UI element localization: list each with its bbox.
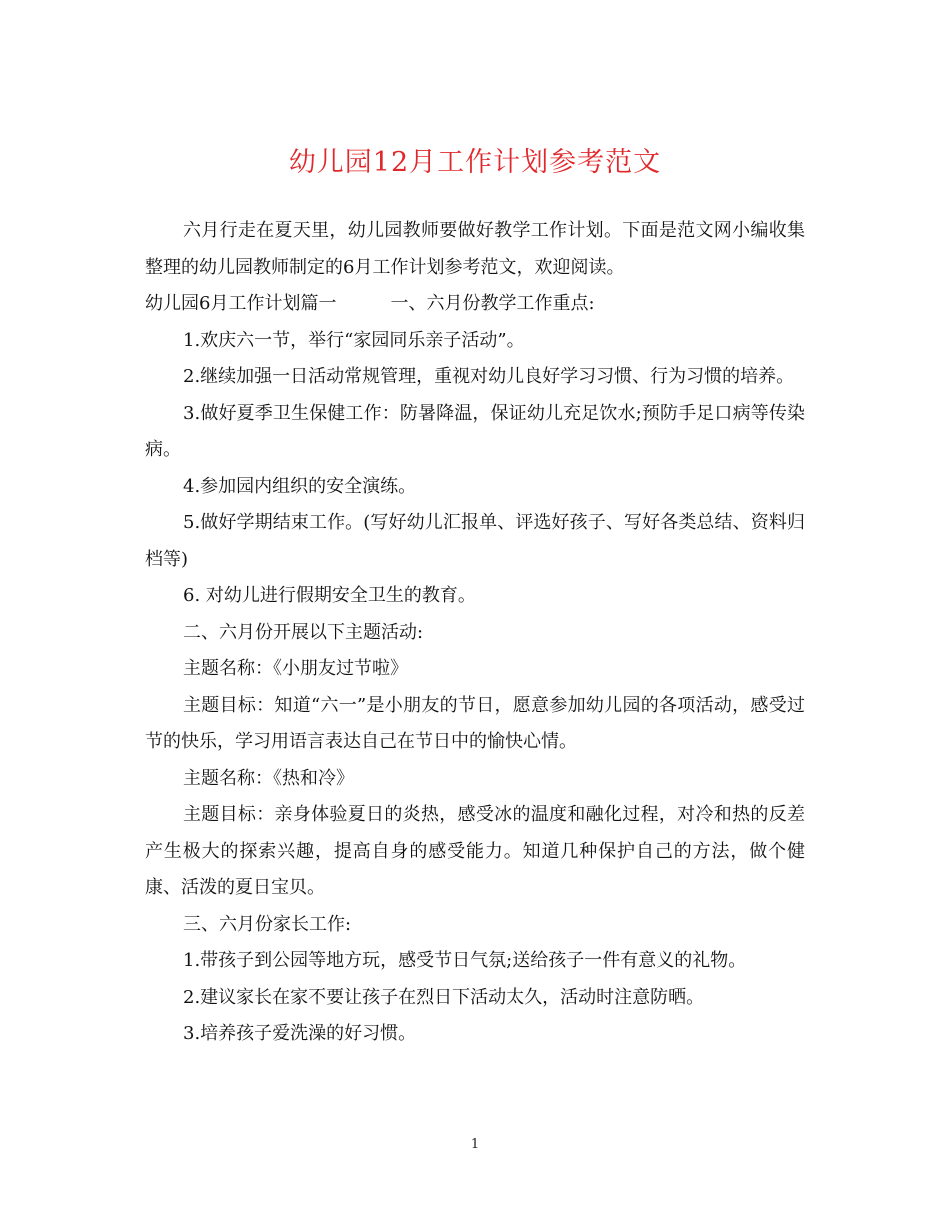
intro-paragraph: 六月行走在夏天里，幼儿园教师要做好教学工作计划。下面是范文网小编收集整理的幼儿园教师制定的6月工作计划参考范文，欢迎阅读。 xyxy=(145,220,805,278)
section-label: 幼儿园6月工作计划篇一 xyxy=(145,293,337,314)
section2-heading: 二、六月份开展以下主题活动: xyxy=(183,621,424,643)
list-item: 4.参加园内组织的安全演练。 xyxy=(183,475,417,497)
section-line xyxy=(145,286,805,323)
theme2-goal: 主题目标：亲身体验夏日的炎热，感受冰的温度和融化过程，对冷和热的反差产生极大的探索兴趣，提高自身的感受能力。知道几种保护自己的方法，做个健康、活泼的夏日宝贝。 xyxy=(145,804,805,898)
page-number: 1 xyxy=(470,1137,480,1152)
list-item: 1.欢庆六一节，举行“家园同乐亲子活动”。 xyxy=(183,329,525,351)
theme1-name: 主题名称：《小朋友过节啦》 xyxy=(183,658,408,679)
list-item: 1.带孩子到公园等地方玩，感受节日气氛;送给孩子一件有意义的礼物。 xyxy=(183,950,747,971)
theme2-name: 主题名称：《热和冷》 xyxy=(183,767,354,789)
list-item: 2.建议家长在家不要让孩子在烈日下活动太久，活动时注意防晒。 xyxy=(183,986,705,1008)
theme1-goal: 主题目标：知道“六一”是小朋友的节日，愿意参加幼儿园的各项活动，感受过节的快乐，学习用语言表达自己在节日中的愉快心情。 xyxy=(145,694,805,752)
page-title: 幼儿园12月工作计划参考范文 xyxy=(288,147,662,178)
section1-heading: 一、六月份教学工作重点: xyxy=(390,293,595,314)
list-item: 3.做好夏季卫生保健工作：防暑降温，保证幼儿充足饮水;预防手足口病等传染病。 xyxy=(145,402,805,460)
list-item: 6. 对幼儿进行假期安全卫生的教育。 xyxy=(183,585,476,606)
list-item: 3.培养孩子爱洗澡的好习惯。 xyxy=(183,1023,417,1044)
section3-heading: 三、六月份家长工作: xyxy=(183,913,352,935)
document-body xyxy=(145,213,805,1053)
list-item: 2.继续加强一日活动常规管理，重视对幼儿良好学习习惯、行为习惯的培养。 xyxy=(183,366,795,387)
list-item: 5.做好学期结束工作。(写好幼儿汇报单、评选好孩子、写好各类总结、资料归档等) xyxy=(145,512,805,570)
